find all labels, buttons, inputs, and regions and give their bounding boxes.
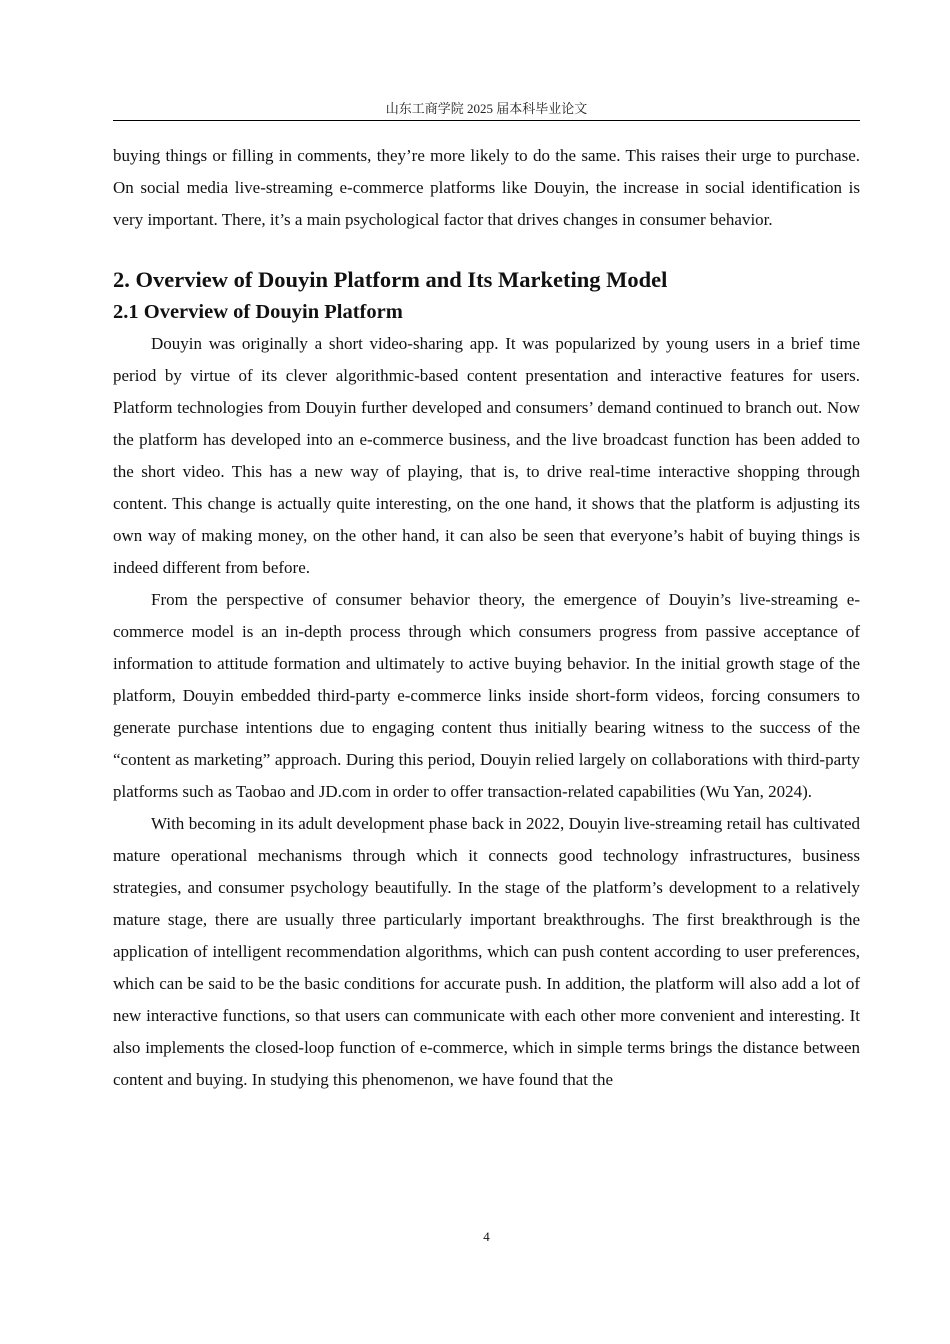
paragraph: With becoming in its adult development phase back in 2022, Douyin live-streaming retail has cultivated mature operational mechanisms through which it connects good technology infrastructures, business strategies, and consumer psychology beautifully. In the stage of the platform’s development to a relatively mature stage, there are usually three particularly important breakthroughs. The first breakthrough is the application of intelligent recommendation algorithms, which can push content according to user preferences, which can be said to be the basic conditions for accurate push. In addition, the platform will also add a lot of new interactive functions, so that users can communicate with each other more convenient and interesting. It also implements the closed-loop function of e-commerce, which in simple terms brings the distance between content and buying. In studying this phenomenon, we have found that the [113,814,860,1089]
paragraph-continued: buying things or filling in comments, they’re more likely to do the same. This raises their urge to purchase. On social media live-streaming e-commerce platforms like Douyin, the increase in social identification is very important. There, it’s a main psychological factor that drives changes in consumer behavior. [113,146,860,229]
body-text [113,140,860,1096]
header-rule [113,120,860,121]
subsection-heading: 2.1 Overview of Douyin Platform [113,301,403,323]
paragraph: From the perspective of consumer behavior theory, the emergence of Douyin’s live-streaming e-commerce model is an in-depth process through which consumers progress from passive acceptance of information to attitude formation and ultimately to active buying behavior. In the initial growth stage of the platform, Douyin embedded third-party e-commerce links inside short-form videos, forcing consumers to generate purchase intentions due to engaging content thus initially bearing witness to the success of the “content as marketing” approach. During this period, Douyin relied largely on collaborations with third-party platforms such as Taobao and JD.com in order to offer transaction-related capabilities (Wu Yan, 2024). [113,590,860,801]
section-heading: 2. Overview of Douyin Platform and Its Marketing Model [113,267,668,292]
running-header: 山东工商学院 2025 届本科毕业论文 [385,101,588,116]
page-number: 4 [483,1229,490,1244]
paragraph: Douyin was originally a short video-sharing app. It was popularized by young users in a brief time period by virtue of its clever algorithmic-based content presentation and interactive features for users. Platform technologies from Douyin further developed and consumers’ demand continued to branch out. Now the platform has developed into an e-commerce business, and the live broadcast function has been added to the short video. This has a new way of playing, that is, to drive real-time interactive shopping through content. This change is actually quite interesting, on the one hand, it shows that the platform is adjusting its own way of making money, on the other hand, it can also be seen that everyone’s habit of buying things is indeed different from before. [113,334,860,577]
